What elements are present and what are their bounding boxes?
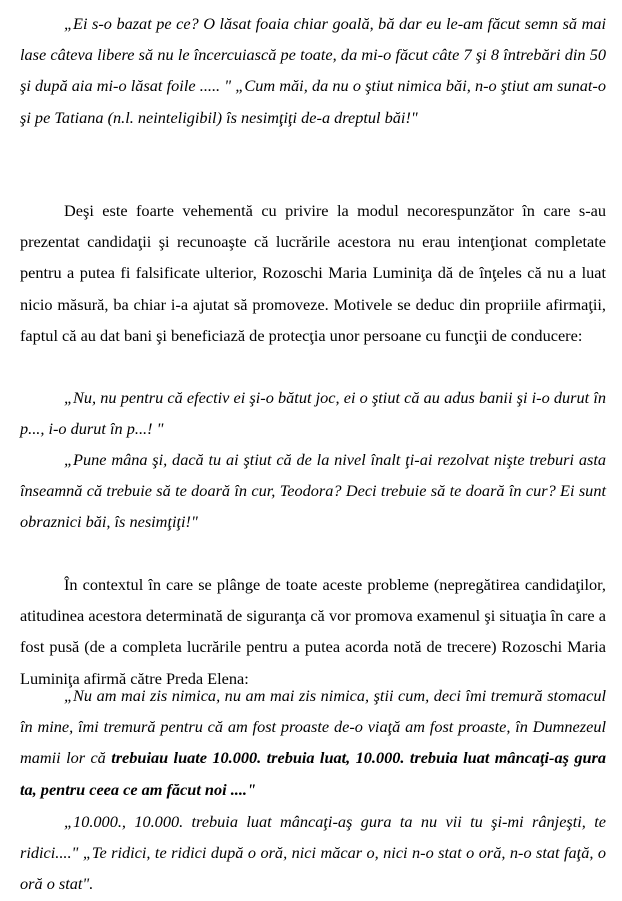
paragraph-text: „10.000., 10.000. trebuia luat mâncaţi-aş gura ta nu vii tu şi-mi rânjeşti, te ridici...." „Te ridici, te ridici după o oră, nici măcar o, nici n-o stat o oră, n-o stat faţă, o oră o stat". [20,812,606,894]
paragraph-text: Deşi este foarte vehementă cu privire la modul necorespunzător în care s-au prezentat candidaţii şi recunoaşte că lucrările acestora nu erau intenţionat completate pentru a putea fi falsificate ulterior, Rozoschi Maria Luminiţa dă de înţeles că nu a luat nicio măsură, ba chiar i-a ajutat să promoveze. Motivele se deduc din propriile afirmaţii, faptul că au dat bani şi beneficiază de protecţia unor persoane cu funcţii de conducere: [20,201,606,345]
paragraph-quote-2 [20,382,606,444]
paragraph-quote-1 [20,8,606,133]
paragraph-body-2 [20,569,606,694]
paragraph-quote-5 [20,806,606,900]
paragraph-text: „Ei s-o bazat pe ce? O lăsat foaia chiar goală, bă dar eu le-am făcut semn să mai lase câteva libere să nu le încercuiască pe toate, da mi-o făcut câte 7 şi 8 întrebări din 50 şi după aia mi-o lăsat foile ..... " „Cum măi, da nu o ştiut nimica băi, n-o ştiut am sunat-o şi pe Tatiana (n.l. neinteligibil) îs nesimţiţi de-a dreptul băi!" [20,14,606,127]
paragraph-text: În contextul în care se plânge de toate aceste probleme (nepregătirea candidaţilor, atitudinea acestora determinată de siguranţa că vor promova examenul şi situaţia în care a fost pusă (de a completa lucrările pentru a putea acorda notă de trecere) Rozoschi Maria Luminiţa afirmă către Preda Elena: [20,575,606,688]
paragraph-bold-text: trebuiau luate 10.000. trebuia luat, 10.000. trebuia luat mâncaţi-aş gura ta, pentru ceea ce am făcut noi ...." [20,748,606,799]
paragraph-body-1 [20,195,606,351]
paragraph-text: „Nu am mai zis nimica, nu am mai zis nimica, ştii cum, deci îmi tremură stomacul în mine, îmi tremură pentru că am fost proaste de-o viaţă am fost proaste, în Dumnezeul mamii lor că [20,686,606,768]
paragraph-text: „Nu, nu pentru că efectiv ei şi-o bătut joc, ei o ştiut că au adus banii şi i-o durut în p..., i-o durut în p...! " [20,388,606,439]
paragraph-text: „Pune mâna şi, dacă tu ai ştiut că de la nivel înalt ţi-ai rezolvat nişte treburi asta înseamnă că trebuie să te doară în cur, Teodora? Deci trebuie să te doară în cur? Ei sunt obraznici băi, îs nesimţiţi!" [20,450,606,532]
paragraph-quote-3 [20,444,606,538]
paragraph-quote-4 [20,680,606,805]
